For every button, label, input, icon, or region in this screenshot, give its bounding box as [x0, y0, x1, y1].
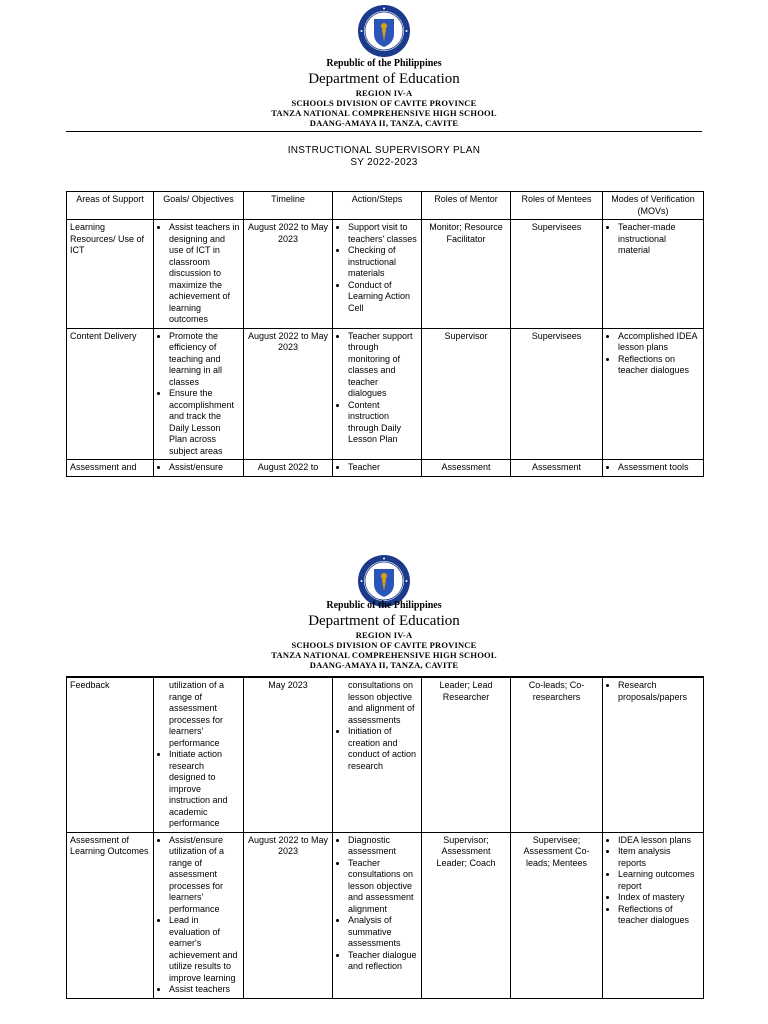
address-line: DAANG-AMAYA II, TANZA, CAVITE — [309, 118, 459, 128]
division-line: SCHOOLS DIVISION OF CAVITE PROVINCE — [291, 98, 477, 108]
division-line: SCHOOLS DIVISION OF CAVITE PROVINCE — [291, 640, 477, 650]
actions-cell — [333, 677, 422, 832]
mentee-role-cell: Assessment — [511, 460, 603, 477]
column-header: Goals/ Objectives — [154, 192, 244, 220]
list-item: • Assist teachers in designing and use of ICT in classroom discussion to maximize the achievement of learning outcomes — [169, 222, 240, 326]
continued-text: utilization of a range of assessment processes for learners' performance — [169, 680, 225, 748]
list-item: • Support visit to teachers' classes — [348, 222, 418, 245]
page-gap — [0, 520, 768, 552]
continued-text: consultations on lesson objective and alignment of assessments — [348, 680, 415, 725]
list-item: • Checking of instructional materials — [348, 245, 418, 280]
department-name: Department of Education — [308, 71, 460, 87]
list-item: • Reflections of teacher dialogues — [618, 904, 700, 927]
list-item: • Assist teachers — [169, 984, 240, 996]
column-header: Modes of Verification (MOVs) — [603, 192, 704, 220]
mentee-role-cell: Co-leads; Co-researchers — [511, 677, 603, 832]
list-item: • Analysis of summative assessments — [348, 915, 418, 950]
timeline-cell: August 2022 to May 2023 — [244, 220, 333, 329]
mentee-role-cell: Supervisees — [511, 328, 603, 460]
list-item: • Assist/ensure — [169, 462, 240, 474]
list-item: • Assessment tools — [618, 462, 700, 474]
department-name: Department of Education — [308, 613, 460, 629]
list-item: • Accomplished IDEA lesson plans — [618, 331, 700, 354]
list-item: • IDEA lesson plans — [618, 835, 700, 847]
list-item: • Teacher-made instructional material — [618, 222, 700, 257]
timeline-cell: August 2022 to — [244, 460, 333, 477]
goals-cell — [154, 220, 244, 329]
area-cell: Learning Resources/ Use of ICT — [67, 220, 154, 329]
list-item: • Conduct of Learning Action Cell — [348, 280, 418, 315]
timeline-cell: August 2022 to May 2023 — [244, 328, 333, 460]
school-line: TANZA NATIONAL COMPREHENSIVE HIGH SCHOOL — [271, 650, 497, 660]
goals-cell — [154, 460, 244, 477]
plan-title-block — [0, 145, 768, 169]
address-line: DAANG-AMAYA II, TANZA, CAVITE — [309, 660, 459, 670]
list-item: • Lead in evaluation of earner's achievement and utilize results to improve learning — [169, 915, 240, 984]
area-cell: Feedback — [67, 677, 154, 832]
table-row — [67, 832, 704, 998]
column-header: Timeline — [244, 192, 333, 220]
timeline-cell: August 2022 to May 2023 — [244, 832, 333, 998]
list-item: • Promote the efficiency of teaching and learning in all classes — [169, 331, 240, 389]
region-line: REGION IV-A — [355, 630, 413, 640]
mentee-role-cell: Supervisees — [511, 220, 603, 329]
actions-cell — [333, 460, 422, 477]
actions-cell — [333, 220, 422, 329]
list-item: • Teacher support through monitoring of classes and teacher dialogues — [348, 331, 418, 400]
actions-cell — [333, 328, 422, 460]
document-page-2 — [0, 552, 768, 1024]
supervisory-plan-table — [66, 191, 704, 477]
list-item: • Diagnostic assessment — [348, 835, 418, 858]
list-item: • Initiation of creation and conduct of action research — [348, 726, 418, 772]
column-header: Roles of Mentor — [422, 192, 511, 220]
school-line: TANZA NATIONAL COMPREHENSIVE HIGH SCHOOL — [271, 108, 497, 118]
table-row — [67, 328, 704, 460]
letterhead — [0, 58, 768, 128]
list-item: • Assist/ensure utilization of a range of assessment processes for learners' performance — [169, 835, 240, 916]
list-item: • Teacher — [348, 462, 418, 474]
area-cell: Assessment and — [67, 460, 154, 477]
movs-cell — [603, 460, 704, 477]
mentee-role-cell: Supervisee; Assessment Co-leads; Mentees — [511, 832, 603, 998]
table-row — [67, 677, 704, 832]
column-header: Areas of Support — [67, 192, 154, 220]
list-item: • Reflections on teacher dialogues — [618, 354, 700, 377]
column-header: Action/Steps — [333, 192, 422, 220]
area-cell: Assessment of Learning Outcomes — [67, 832, 154, 998]
supervisory-plan-table-continued — [66, 676, 704, 999]
movs-cell — [603, 832, 704, 998]
letterhead — [0, 600, 768, 670]
school-year: SY 2022-2023 — [350, 157, 418, 168]
mentor-role-cell: Monitor; Resource Facilitator — [422, 220, 511, 329]
region-line: REGION IV-A — [355, 88, 413, 98]
goals-cell — [154, 677, 244, 832]
plan-title: INSTRUCTIONAL SUPERVISORY PLAN — [287, 145, 481, 156]
republic-line: Republic of the Philippines — [326, 58, 442, 69]
list-item: • Research proposals/papers — [618, 680, 700, 703]
mentor-role-cell: Supervisor — [422, 328, 511, 460]
movs-cell — [603, 328, 704, 460]
mentor-role-cell: Leader; Lead Researcher — [422, 677, 511, 832]
goals-cell — [154, 328, 244, 460]
list-item: • Ensure the accomplishment and track the Daily Lesson Plan across subject areas — [169, 388, 240, 457]
list-item: • Content instruction through Daily Lesson Plan — [348, 400, 418, 446]
list-item: • Item analysis reports — [618, 846, 700, 869]
list-item: • Learning outcomes report — [618, 869, 700, 892]
timeline-cell: May 2023 — [244, 677, 333, 832]
mentor-role-cell: Assessment — [422, 460, 511, 477]
actions-cell — [333, 832, 422, 998]
column-header: Roles of Mentees — [511, 192, 603, 220]
movs-cell — [603, 220, 704, 329]
table-row — [67, 220, 704, 329]
republic-line: Republic of the Philippines — [326, 600, 442, 611]
list-item: • Initiate action research designed to improve instruction and academic performance — [169, 749, 240, 830]
table-row — [67, 460, 704, 477]
table-header-row — [67, 192, 704, 220]
list-item: • Teacher dialogue and reflection — [348, 950, 418, 973]
list-item: • Index of mastery — [618, 892, 700, 904]
header-divider — [66, 131, 702, 132]
goals-cell — [154, 832, 244, 998]
area-cell: Content Delivery — [67, 328, 154, 460]
list-item: • Teacher consultations on lesson objective and assessment alignment — [348, 858, 418, 916]
movs-cell — [603, 677, 704, 832]
deped-seal-icon — [357, 4, 411, 58]
mentor-role-cell: Supervisor; Assessment Leader; Coach — [422, 832, 511, 998]
